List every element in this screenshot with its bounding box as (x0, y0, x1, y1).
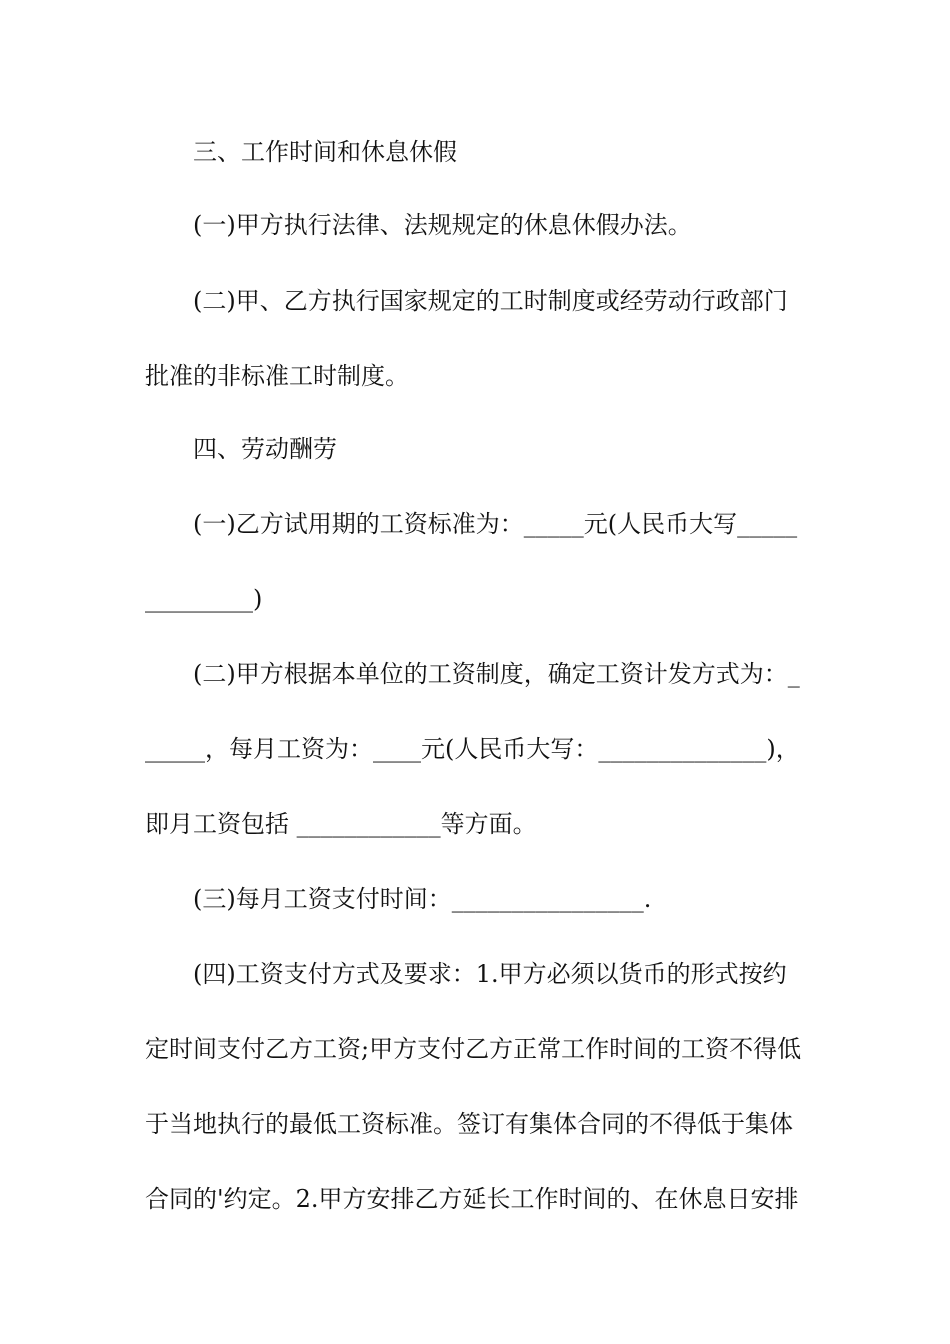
paragraph-line: (一)甲方执行法律、法规规定的休息休假办法。 (193, 211, 692, 239)
paragraph-line: _________) (145, 585, 263, 613)
paragraph-line: 即月工资包括 ____________等方面。 (145, 810, 537, 838)
paragraph-line: 批准的非标准工时制度。 (145, 362, 409, 390)
paragraph-line: 定时间支付乙方工资;甲方支付乙方正常工作时间的工资不得低 (145, 1035, 802, 1063)
paragraph-line: (三)每月工资支付时间：________________. (193, 885, 652, 913)
paragraph-line: 合同的'约定。2.甲方安排乙方延长工作时间的、在休息日安排 (145, 1185, 799, 1213)
paragraph-line: 于当地执行的最低工资标准。签订有集体合同的不得低于集体 (145, 1110, 793, 1138)
section-heading-work-hours: 三、工作时间和休息休假 (193, 138, 457, 166)
section-heading-remuneration: 四、劳动酬劳 (193, 435, 337, 463)
paragraph-line: (一)乙方试用期的工资标准为：_____元(人民币大写_____ (193, 510, 798, 538)
paragraph-line: (二)甲方根据本单位的工资制度，确定工资计发方式为：_ (193, 660, 800, 688)
paragraph-line: _____，每月工资为：____元(人民币大写：______________)， (145, 735, 800, 763)
paragraph-line: (二)甲、乙方执行国家规定的工时制度或经劳动行政部门 (193, 287, 788, 315)
paragraph-line: (四)工资支付方式及要求：1.甲方必须以货币的形式按约 (193, 960, 787, 988)
